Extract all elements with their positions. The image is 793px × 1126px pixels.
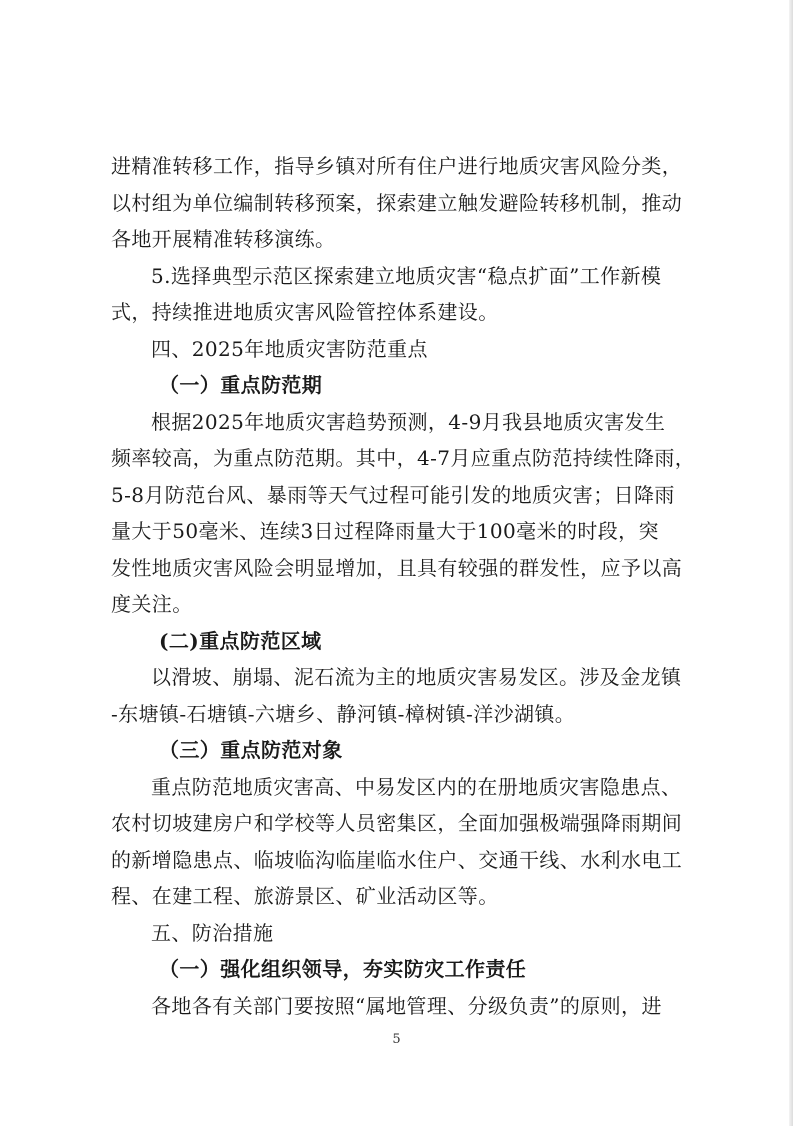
document-body — [111, 148, 701, 1024]
text-line: 5.选择典型示范区探索建立地质灾害“稳点扩面”工作新模 — [151, 263, 662, 288]
text-line: 程、在建工程、旅游景区、矿业活动区等。 — [111, 884, 499, 908]
text-line: 农村切坡建房户和学校等人员密集区，全面加强极端强降雨期间 — [111, 811, 683, 835]
text-line: 根据2025年地质灾害趋势预测，4-9月我县地质灾害发生 — [151, 409, 666, 434]
text-line: 各地各有关部门要按照“属地管理、分级负责”的原则，进 — [151, 993, 662, 1018]
text-line: 发性地质灾害风险会明显增加，且具有较强的群发性，应予以高 — [111, 555, 683, 580]
text-line: 量大于50毫米、连续3日过程降雨量大于100毫米的时段，突 — [111, 519, 659, 543]
text-line: 5-8月防范台风、暴雨等天气过程可能引发的地质灾害；日降雨 — [111, 482, 675, 507]
page-number: 5 — [392, 1032, 401, 1047]
text-line: 以村组为单位编制转移预案，探索建立触发避险转移机制，推动 — [111, 190, 683, 215]
text-line: 频率较高，为重点防范期。其中，4-7月应重点防范持续性降雨， — [111, 446, 696, 470]
text-line: 以滑坡、崩塌、泥石流为主的地质灾害易发区。涉及金龙镇 — [151, 665, 682, 689]
section-heading: 四、2025年地质灾害防范重点 — [151, 336, 428, 361]
text-line: -东塘镇-石塘镇-六塘乡、静河镇-樟树镇-洋沙湖镇。 — [111, 701, 576, 726]
text-line: 各地开展精准转移演练。 — [111, 227, 336, 251]
subsection-heading: （三）重点防范对象 — [159, 738, 343, 762]
text-line: 式，持续推进地质灾害风险管控体系建设。 — [111, 300, 499, 324]
page-edge — [789, 0, 793, 1126]
subsection-heading: (二)重点防范区域 — [159, 628, 322, 653]
text-line: 的新增隐患点、临坡临沟临崖临水住户、交通干线、水利水电工 — [111, 847, 683, 872]
text-line: 重点防范地质灾害高、中易发区内的在册地质灾害隐患点、 — [151, 774, 682, 799]
subsection-heading: （一）重点防范期 — [159, 373, 323, 397]
text-line: 度关注。 — [111, 592, 193, 616]
section-heading: 五、防治措施 — [151, 920, 274, 945]
text-line: 进精准转移工作，指导乡镇对所有住户进行地质灾害风险分类， — [111, 154, 683, 178]
subsection-heading: （一）强化组织领导，夯实防灾工作责任 — [159, 957, 527, 981]
